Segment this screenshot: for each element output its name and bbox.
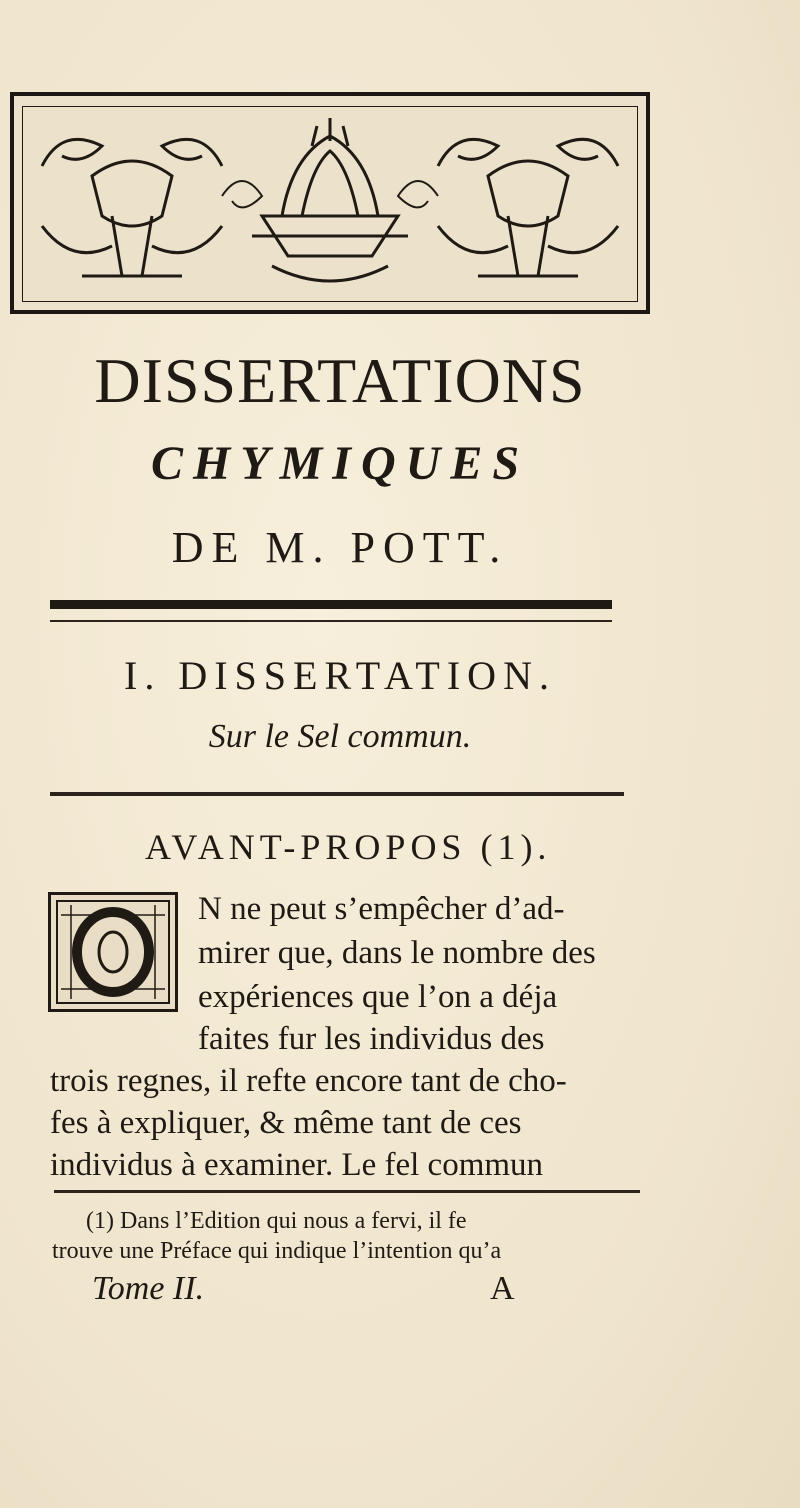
volume-signature: Tome II. xyxy=(92,1270,205,1307)
footnote-rule xyxy=(54,1190,640,1193)
book-subtitle: CHYMIQUES xyxy=(150,437,530,490)
section-rule xyxy=(50,792,624,796)
headpiece-ornament-icon xyxy=(22,106,638,302)
gathering-signature: A xyxy=(490,1270,515,1307)
book-title: DISSERTATIONS xyxy=(94,345,586,416)
thin-rule xyxy=(50,620,612,622)
body-line: trois regnes, il refte encore tant de cho- xyxy=(50,1063,567,1099)
initial-o-icon xyxy=(51,895,175,1009)
body-line: fes à expliquer, & même tant de ces xyxy=(50,1105,522,1141)
ornamental-headpiece xyxy=(10,92,650,314)
dissertation-subtitle: Sur le Sel commun. xyxy=(208,718,472,755)
ornamental-rule xyxy=(50,600,612,609)
body-line: expériences que l’on a déja xyxy=(198,979,558,1015)
section-heading: AVANT-PROPOS (1). xyxy=(145,827,552,867)
body-line: N ne peut s’empêcher d’ad- xyxy=(198,891,565,927)
dissertation-heading: I. DISSERTATION. xyxy=(124,653,556,698)
body-line: individus à examiner. Le fel commun xyxy=(50,1147,544,1183)
book-author: DE M. POTT. xyxy=(171,523,509,572)
body-line: mirer que, dans le nombre des xyxy=(198,935,596,971)
body-line: faites fur les individus des xyxy=(198,1021,545,1057)
footnote-line: (1) Dans l’Edition qui nous a fervi, il fe xyxy=(86,1208,467,1234)
footnote-line: trouve une Préface qui indique l’intention qu’a xyxy=(52,1238,502,1264)
decorated-initial xyxy=(48,892,178,1012)
